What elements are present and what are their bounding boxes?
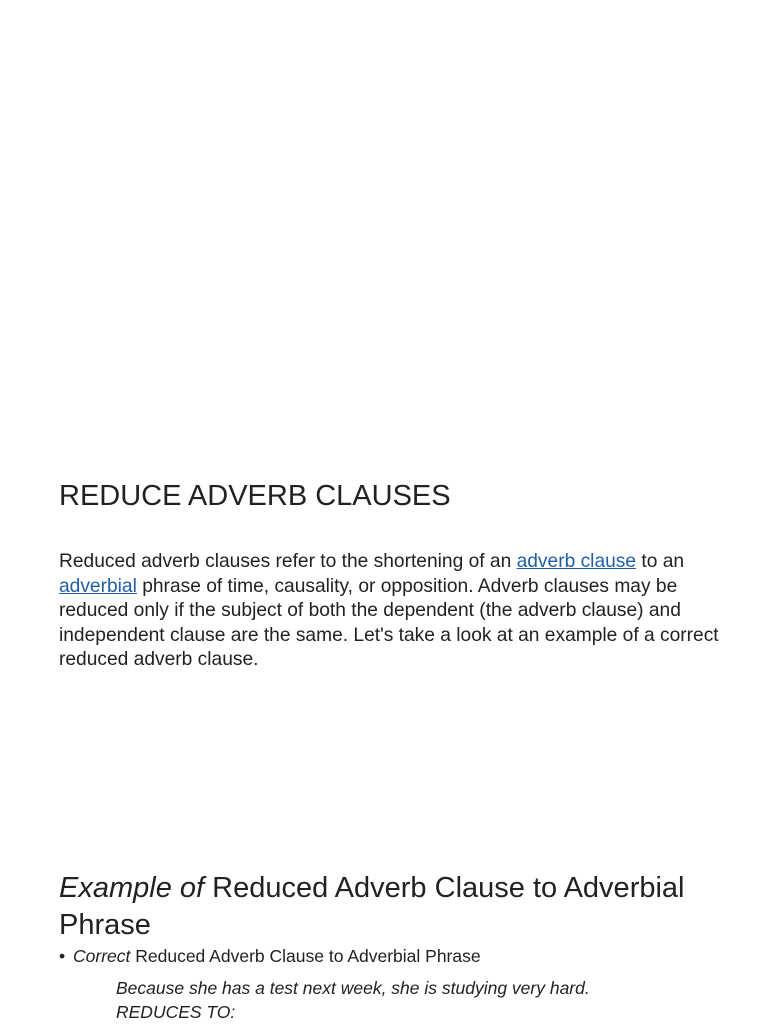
adverb-clause-link[interactable]: adverb clause xyxy=(516,551,637,572)
bullet-marker: • xyxy=(59,946,66,966)
reduces-to-label: REDUCES TO: xyxy=(116,1002,236,1022)
example-sentence: Because she has a test next week, she is studying very hard. xyxy=(116,978,590,998)
example-sentences xyxy=(116,976,736,1024)
intro-paragraph xyxy=(59,550,719,673)
paragraph-text-middle: to an xyxy=(636,551,685,572)
adverbial-link[interactable]: adverbial xyxy=(59,575,137,597)
bullet-italic: Correct xyxy=(73,946,131,966)
paragraph-text-start: Reduced adverb clauses refer to the shortening of an xyxy=(59,551,517,572)
paragraph-text-end: phrase of time, causality, or opposition. Adverb clauses may be reduced only if the subject of both the dependent (the adverb clause) and independent clause are the same. Let's take a look at an example of a correct reduced adverb clause. xyxy=(59,575,719,670)
example-heading-italic: Example of xyxy=(59,872,205,904)
example-heading-rest: Reduced Adverb Clause to Adverbial Phrase xyxy=(59,872,685,941)
bullet-text: Reduced Adverb Clause to Adverbial Phrase xyxy=(130,946,481,966)
example-heading xyxy=(59,870,739,944)
bullet-item xyxy=(59,944,739,968)
section-heading: REDUCE ADVERB CLAUSES xyxy=(59,480,451,512)
